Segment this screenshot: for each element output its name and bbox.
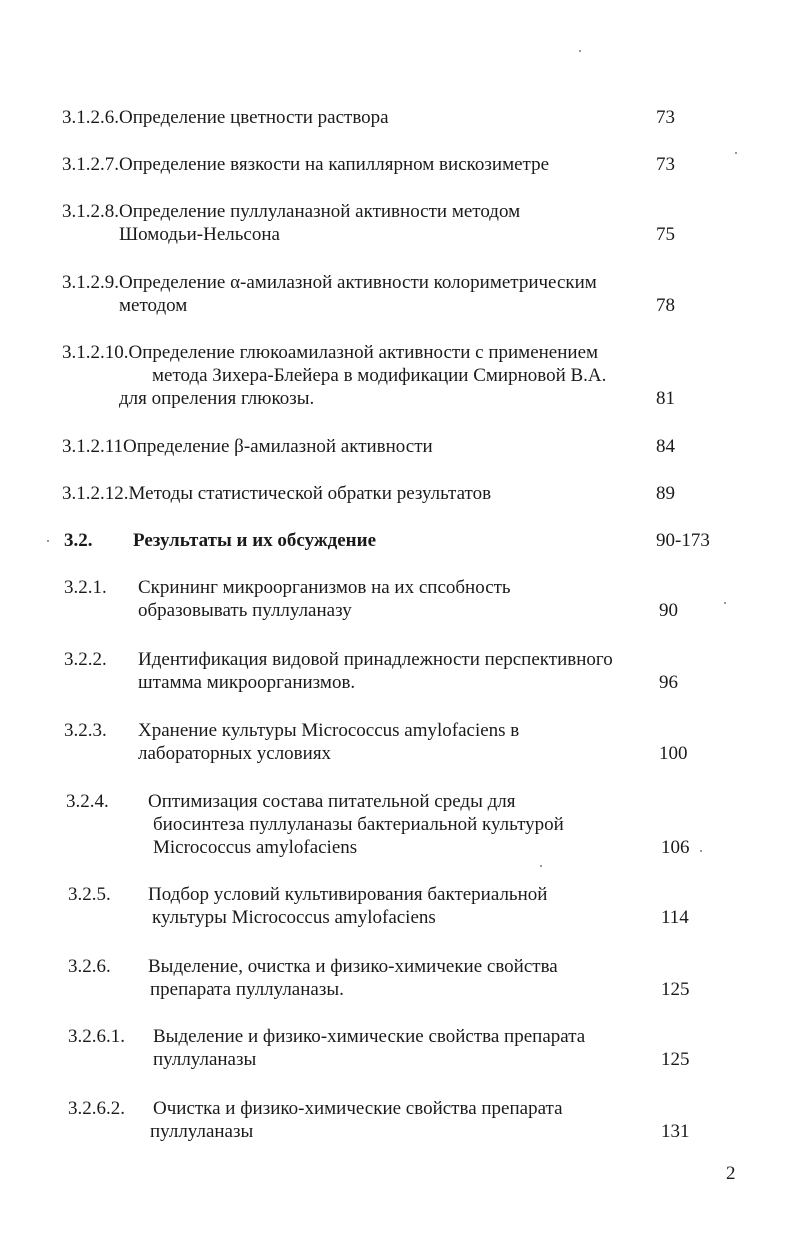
toc-entry-page: 90 (659, 600, 678, 621)
toc-entry-number: 3.2.2. (64, 649, 107, 670)
toc-entry-title: Подбор условий культивирования бактериальной (148, 884, 548, 905)
toc-section-title: Результаты и их обсуждение (133, 530, 377, 551)
scan-speck (724, 602, 726, 604)
toc-section-page-range: 90-173 (656, 530, 710, 551)
toc-entry-page: 75 (656, 224, 675, 245)
toc-entry-title: 3.1.2.11Определение β-амилазной активности (62, 436, 433, 457)
scan-speck (540, 865, 542, 867)
toc-entry-title: 3.1.2.9.Определение α-амилазной активности колориметрическим (62, 272, 597, 293)
toc-entry-title-continued: метода Зихера-Блейера в модификации Смирновой В.А. (152, 365, 607, 386)
toc-entry-page: 125 (661, 979, 690, 1000)
toc-entry-number: 3.2.4. (66, 791, 109, 812)
toc-entry-page: 81 (656, 388, 675, 409)
toc-section-number: 3.2. (64, 530, 93, 551)
toc-entry-number: 3.2.6.1. (68, 1026, 125, 1047)
toc-entry-title-continued: пуллуланазы (153, 1049, 257, 1070)
toc-entry-title-continued: штамма микроорганизмов. (138, 672, 356, 693)
toc-entry-page: 131 (661, 1121, 690, 1142)
toc-entry-number: 3.2.6.2. (68, 1098, 125, 1119)
toc-entry-page: 96 (659, 672, 678, 693)
toc-entry-title-continued: Micrococcus amylofaciens (153, 837, 358, 858)
toc-entry-number: 3.2.6. (68, 956, 111, 977)
scan-speck (579, 50, 581, 52)
toc-entry-number: 3.2.3. (64, 720, 107, 741)
toc-entry-title-continued: пуллуланазы (150, 1121, 254, 1142)
toc-entry-number: 3.2.1. (64, 577, 107, 598)
toc-entry-page: 114 (661, 907, 689, 928)
toc-entry-title-continued: методом (119, 295, 188, 316)
toc-entry-title-continued: образовывать пуллуланазу (138, 600, 352, 621)
toc-entry-title: 3.1.2.10.Определение глюкоамилазной активности с применением (62, 342, 599, 363)
toc-entry-title: Оптимизация состава питательной среды для (148, 791, 516, 812)
toc-entry-title: 3.1.2.12.Методы статистической обратки результатов (62, 483, 492, 504)
toc-entry-page: 89 (656, 483, 675, 504)
toc-entry-title-continued: для опреления глюкозы. (119, 388, 315, 409)
page-number: 2 (726, 1163, 736, 1184)
toc-entry-page: 84 (656, 436, 675, 457)
toc-entry-page: 125 (661, 1049, 690, 1070)
scan-speck (47, 540, 49, 542)
toc-entry-title: 3.1.2.6.Определение цветности раствора (62, 107, 389, 128)
toc-entry-page: 73 (656, 154, 675, 175)
toc-entry-page: 106 (661, 837, 690, 858)
toc-entry-title: 3.1.2.7.Определение вязкости на капиллярном вискозиметре (62, 154, 549, 175)
toc-entry-page: 100 (659, 743, 688, 764)
toc-entry-title-continued: Шомодьи-Нельсона (119, 224, 280, 245)
toc-entry-title: Хранение культуры Micrococcus amylofaciens в (138, 720, 520, 741)
toc-entry-title: Выделение и физико-химические свойства препарата (153, 1026, 586, 1047)
toc-entry-title: Идентификация видовой принадлежности перспективного (138, 649, 613, 670)
toc-entry-title-continued: препарата пуллуланазы. (150, 979, 344, 1000)
toc-entry-title: Скрининг микроорганизмов на их спсобность (138, 577, 511, 598)
toc-entry-page: 73 (656, 107, 675, 128)
scan-speck (735, 152, 737, 154)
toc-entry-title-continued: биосинтеза пуллуланазы бактериальной культурой (153, 814, 564, 835)
toc-entry-title: Выделение, очистка и физико-химичекие свойства (148, 956, 558, 977)
toc-entry-page: 78 (656, 295, 675, 316)
toc-entry-title: Очистка и физико-химические свойства препарата (153, 1098, 563, 1119)
scan-speck (700, 850, 702, 852)
toc-entry-title-continued: лабораторных условиях (138, 743, 332, 764)
toc-entry-number: 3.2.5. (68, 884, 111, 905)
toc-entry-title: 3.1.2.8.Определение пуллуланазной активности методом (62, 201, 521, 222)
toc-entry-title-continued: культуры Micrococcus amylofaciens (152, 907, 436, 928)
